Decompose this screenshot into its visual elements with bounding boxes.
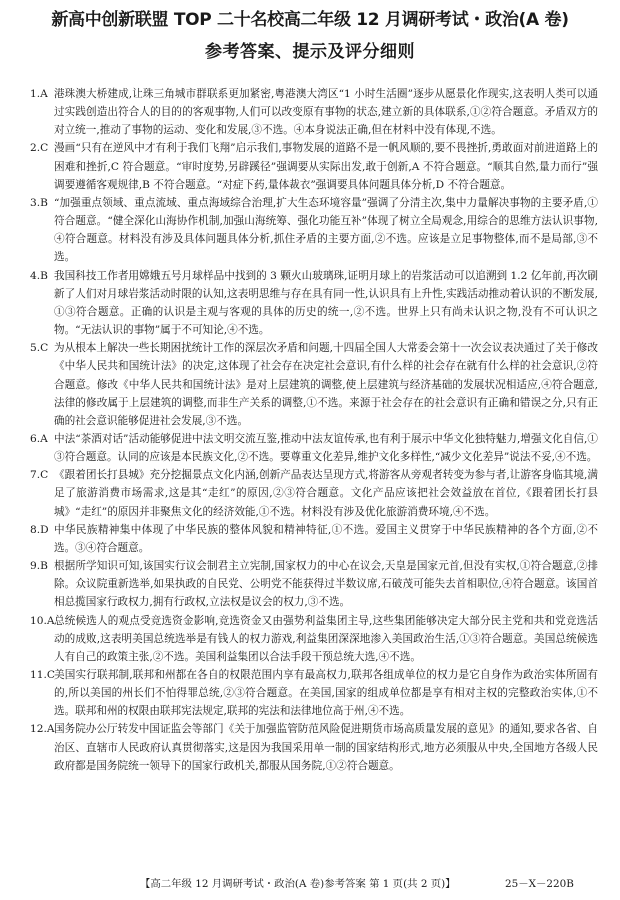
answer-number: 4.B (30, 269, 48, 282)
document-code: 25－X－220B (505, 878, 574, 890)
answer-number: 7.C (30, 469, 49, 482)
answer-item (30, 85, 598, 139)
answer-item (30, 339, 598, 430)
answer-list (30, 85, 598, 775)
answer-text: 漫画“只有在逆风中才有利于我们飞翔”启示我们,事物发展的道路不是一帆风顺的,要不畏挫折,勇敢面对前进道路上的困难和挫折,C 符合题意。“审时度势,另辟蹊径”强调要从实际出发,敢于创新,A 不符合题意。“顺其自然,量力而行”强调要遵循客观规律,B 不符合题意。“对症下药,量体裁衣”强调要具体问题具体分析,D 不符合题意。 (54, 142, 598, 191)
answer-text: 根据所学知识可知,该国实行议会制君主立宪制,国家权力的中心在议会,天皇是国家元首,但没有实权,①符合题意,②排除。众议院重新选举,如果执政的自民党、公明党不能获得过半数议席,石破茂可能失去首相职位,④符合题意。该国首相总揽国家行政权力,拥有行政权,立法权是议会的权力,③不选。 (54, 560, 598, 609)
answer-text: 美国实行联邦制,联邦和州都在各自的权限范围内享有最高权力,联邦各组成单位的权力是它自身作为政治实体所固有的,所以美国的州长们不怕得罪总统,②③符合题意。在美国,国家的组成单位都是享有相对主权的完整政治实体,①不选。联邦和州的权限由联邦宪法规定,联邦的宪法和法律地位高于州,④不选。 (54, 669, 598, 718)
page-subtitle: 参考答案、提示及评分细则 (205, 42, 415, 62)
answer-number: 12.A (30, 723, 55, 736)
answer-text: “加强重点领域、重点流域、重点海域综合治理,扩大生态环境容量”强调了分清主次,集中力量解决事物的主要矛盾,①符合题意。“健全深化山海协作机制,加强山海统筹、强化功能互补”体现了树立全局观念,用综合的思维方法认识事物,④符合题意。材料没有涉及具体问题具体分析,抓住矛盾的主要方面,②不选。应该是立足事物整体,而不是局部,③不选。 (54, 196, 598, 264)
answer-text: 中法“茶酒对话”活动能够促进中法文明交流互鉴,推动中法友谊传承,也有利于展示中华文化独特魅力,增强文化自信,①③符合题意。认同的应该是本民族文化,②不选。要尊重文化差异,维护文化多样性,“减少文化差异”说法不妥,④不选。 (54, 432, 598, 464)
answer-number: 11.C (30, 669, 55, 681)
answer-text: 港珠澳大桥建成,让珠三角城市群联系更加紧密,粤港澳大湾区“1 小时生活圈”逐步从愿景化作现实,这表明人类可以通过实践创造出符合人的目的的客观事物,人们可以改变原有事物的状态,建立新的具体联系,①②符合题意。矛盾双方的对立统一,推动了事物的运动、变化和发展,③不选。④本身说法正确,但在材料中没有体现,不选。 (54, 88, 598, 137)
answer-number: 2.C (30, 142, 49, 155)
answer-text: 国务院办公厅转发中国证监会等部门《关于加强监管防范风险促进期货市场高质量发展的意见》的通知,要求各省、自治区、直辖市人民政府认真贯彻落实,这是因为我国采用单一制的国家结构形式,地方必须服从中央,全国地方各级人民政府都是国务院统一领导下的国家行政机关,都服从国务院,①②符合题意。 (54, 723, 598, 772)
answer-item (30, 666, 598, 720)
answer-item (30, 720, 598, 774)
answer-item (30, 430, 598, 466)
answer-text: 为从根本上解决一些长期困扰统计工作的深层次矛盾和问题,十四届全国人大常委会第十一次会议表决通过了关于修改《中华人民共和国统计法》的决定,这体现了社会存在决定社会意识,有什么样的社会存在就有什么样的社会意识,②符合题意。修改《中华人民共和国统计法》是对上层建筑的调整,使上层建筑与经济基础的发展状况相适应,④符合题意,法律的修改属于上层建筑的调整,而非生产关系的调整,①不选。来源于社会存在的社会意识有正确和错误之分,只有正确的社会意识能够促进社会发展,③不选。 (54, 342, 598, 427)
answer-item (30, 139, 598, 193)
answer-number: 5.C (30, 342, 49, 355)
answer-item (30, 267, 598, 340)
page-title: 新高中创新联盟 TOP 二十名校高二年级 12 月调研考试・政治(A 卷) (51, 10, 569, 30)
answer-number: 6.A (30, 432, 48, 445)
answer-number: 3.B (30, 196, 48, 209)
answer-text: 中华民族精神集中体现了中华民族的整体风貌和精神特征,①不选。爱国主义贯穿于中华民族精神的各个方面,②不选。③④符合题意。 (54, 523, 598, 554)
answer-number: 10.A (30, 614, 55, 627)
answer-item (30, 612, 598, 666)
answer-item (30, 194, 598, 267)
answer-number: 8.D (30, 523, 49, 536)
answer-item (30, 557, 598, 611)
footer-text: 【高二年级 12 月调研考试・政治(A 卷)参考答案 第 1 页(共 2 页)】 (140, 878, 456, 890)
answer-item (30, 521, 598, 557)
answer-number: 9.B (30, 560, 48, 573)
answer-item (30, 466, 598, 520)
answer-text: 我国科技工作者用嫦娥五号月球样品中找到的 3 颗火山玻璃珠,证明月球上的岩浆活动可以追溯到 1.2 亿年前,再次刷新了人们对月球岩浆活动时限的认知,这表明思维与存在具有同一性,认识具有上升性,实践活动推动着认识的不断发展,①③符合题意。正确的认识是主观与客观的具体的历史的统一,②不选。世界上只有尚未认识之物,没有不可认识之物。“无法认识的事物”属于不可知论,④不选。 (54, 269, 598, 337)
answer-number: 1.A (30, 88, 48, 100)
answer-text: 《跟着团长打县城》充分挖掘景点文化内涵,创新产品表达呈现方式,将游客从旁观者转变为参与者,让游客身临其境,满足了旅游消费市场需求,这是其“走红”的原因,②③符合题意。文化产品应该把社会效益放在首位,《跟着团长打县城》“走红”的原因并非聚焦文化的经济效能,①不选。材料没有涉及优化旅游消费环境,④不选。 (54, 469, 598, 518)
answer-text: 总统候选人的观点受竞选资金影响,竞选资金又由强势利益集团主导,这些集团能够决定大部分民主党和共和党竞选活动的成败,这表明美国总统选举是有钱人的权力游戏,利益集团深深地渗入美国政治生活,①③符合题意。美国总统候选人有自己的政策主张,②不选。美国利益集团以合法手段干预总统大选,④不选。 (54, 614, 598, 663)
